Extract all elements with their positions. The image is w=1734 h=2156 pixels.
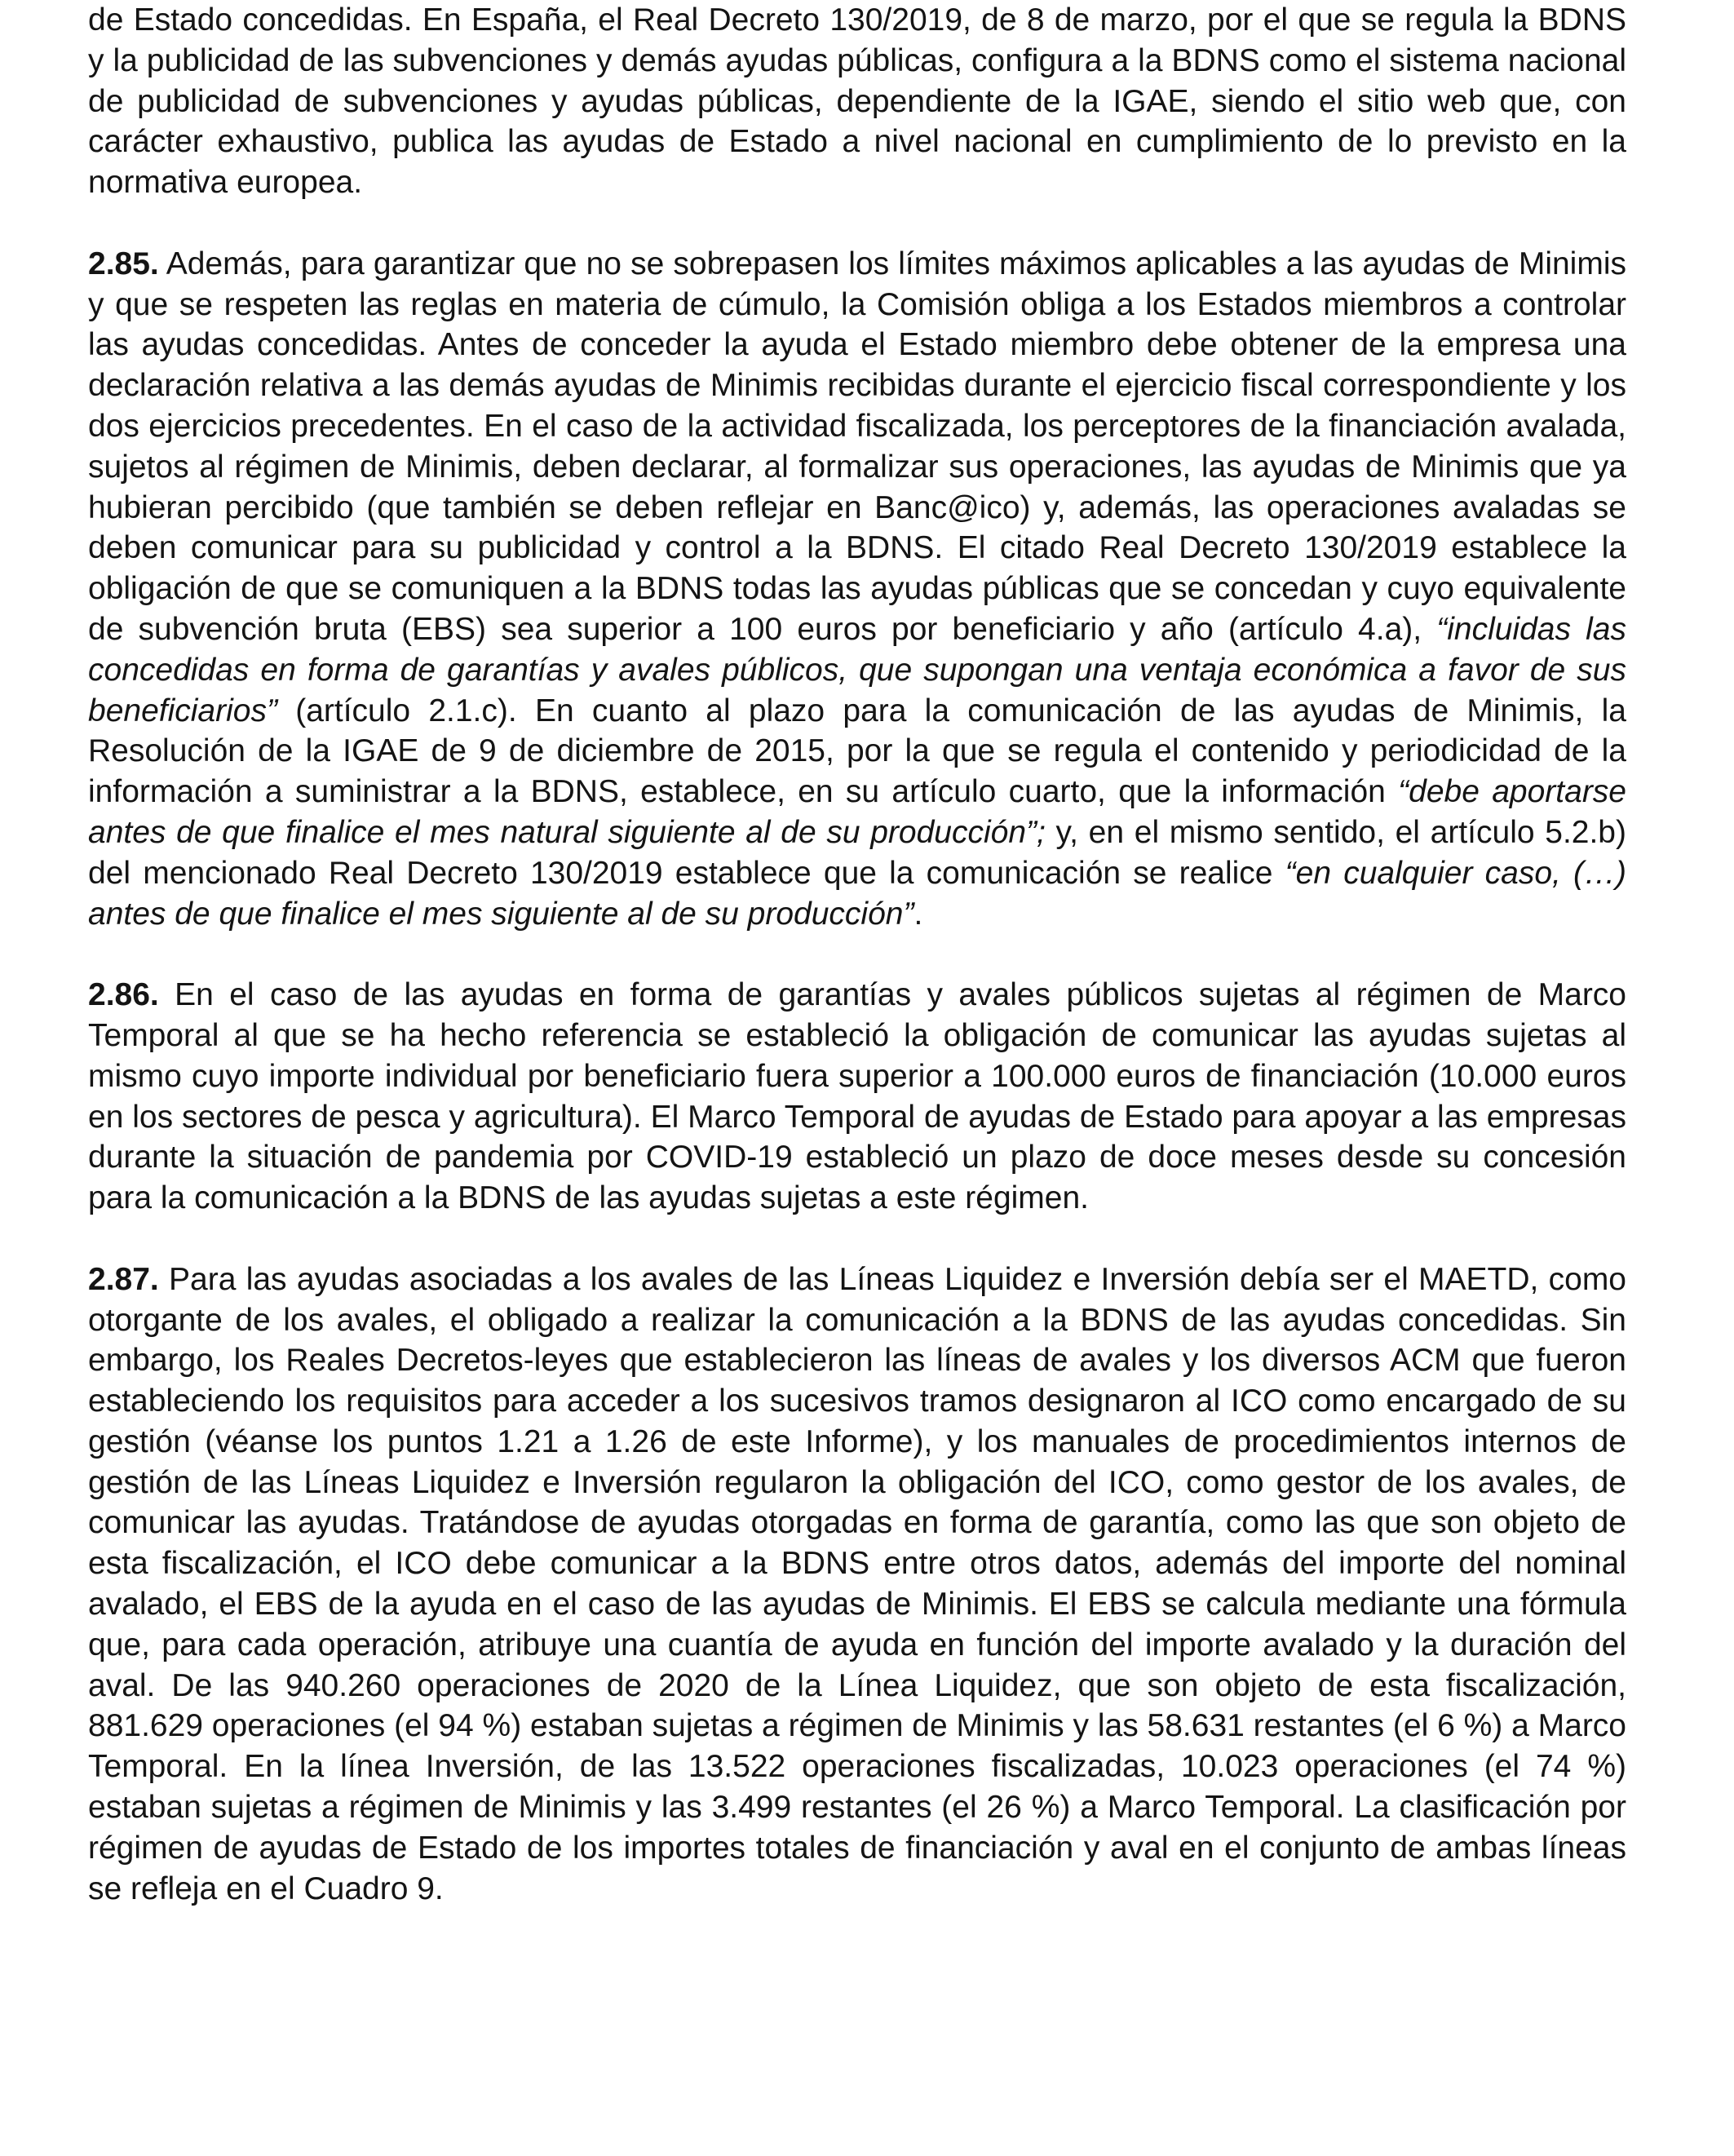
italic-quote: “debe aportarse antes de que finalice el mes natural siguiente al de su producción”;: [88, 774, 1626, 850]
paragraph-text: (artículo 2.1.c). En cuanto al plazo para la comunicación de las ayudas de Minimis, la Resolución de la IGAE de 9 de diciembre de 2015, por la que se regula el contenido y periodicidad de la información a suministrar a la BDNS, establece, en su artículo cuarto, que la información: [88, 693, 1626, 810]
paragraph-2-87: [88, 1260, 1626, 1910]
document-page: [88, 0, 1626, 1909]
paragraph-number: 2.85.: [88, 246, 159, 281]
paragraph-text: Además, para garantizar que no se sobrepasen los límites máximos aplicables a las ayudas de Minimis y que se respeten las reglas en materia de cúmulo, la Comisión obliga a los Estados miembros a controlar las ayudas concedidas. Antes de conceder la ayuda el Estado miembro debe obtener de la empresa una declaración relativa a las demás ayudas de Minimis recibidas durante el ejercicio fiscal correspondiente y los dos ejercicios precedentes. En el caso de la actividad fiscalizada, los perceptores de la financiación avalada, sujetos al régimen de Minimis, deben declarar, al formalizar sus operaciones, las ayudas de Minimis que ya hubieran percibido (que también se deben reflejar en Banc@ico) y, además, las operaciones avaladas se deben comunicar para su publicidad y control a la BDNS. El citado Real Decreto 130/2019 establece la obligación de que se comuniquen a la BDNS todas las ayudas públicas que se concedan y cuyo equivalente de subvención bruta (EBS) sea superior a 100 euros por beneficiario y año (artículo 4.a),: [88, 246, 1627, 647]
paragraph-text: En el caso de las ayudas en forma de garantías y avales públicos sujetas al régimen de Marco Temporal al que se ha hecho referencia se estableció la obligación de comunicar las ayudas sujetas al mismo cuyo importe individual por beneficiario fuera superior a 100.000 euros de financiación (10.000 euros en los sectores de pesca y agricultura). El Marco Temporal de ayudas de Estado para apoyar a las empresas durante la situación de pandemia por COVID-19 estableció un plazo de doce meses desde su concesión para la comunicación a la BDNS de las ayudas sujetas a este régimen.: [88, 977, 1626, 1216]
paragraph-2-86: [88, 975, 1626, 1219]
paragraph-2-85: [88, 244, 1626, 935]
paragraph-text: y, en el mismo sentido, el artículo 5.2.b) del mencionado Real Decreto 130/2019 establece que la comunicación se realice: [88, 814, 1626, 891]
paragraph-number: 2.86.: [88, 977, 159, 1013]
paragraph-text: de Estado concedidas. En España, el Real Decreto 130/2019, de 8 de marzo, por el que se regula la BDNS y la publicidad de las subvenciones y demás ayudas públicas, configura a la BDNS como el sistema nacional de publicidad de subvenciones y ayudas públicas, dependiente de la IGAE, siendo el sitio web que, con carácter exhaustivo, publica las ayudas de Estado a nivel nacional en cumplimiento de lo previsto en la normativa europea.: [88, 2, 1626, 201]
italic-quote: “incluidas las concedidas en forma de garantías y avales públicos, que supongan una ventaja económica a favor de sus beneficiarios”: [88, 611, 1626, 728]
paragraph-number: 2.87.: [88, 1261, 159, 1297]
italic-quote: “en cualquier caso, (…) antes de que finalice el mes siguiente al de su producción”: [88, 855, 1626, 932]
paragraph-text: Para las ayudas asociadas a los avales de las Líneas Liquidez e Inversión debía ser el MAETD, como otorgante de los avales, el obligado a realizar la comunicación a la BDNS de las ayudas concedidas. Sin embargo, los Reales Decretos-leyes que establecieron las líneas de avales y los diversos ACM que fueron estableciendo los requisitos para acceder a los sucesivos tramos designaron al ICO como encargado de su gestión (véanse los puntos 1.21 a 1.26 de este Informe), y los manuales de procedimientos internos de gestión de las Líneas Liquidez e Inversión regularon la obligación del ICO, como gestor de los avales, de comunicar las ayudas. Tratándose de ayudas otorgadas en forma de garantía, como las que son objeto de esta fiscalización, el ICO debe comunicar a la BDNS entre otros datos, además del importe del nominal avalado, el EBS de la ayuda en el caso de las ayudas de Minimis. El EBS se calcula mediante una fórmula que, para cada operación, atribuye una cuantía de ayuda en función del importe avalado y la duración del aval. De las 940.260 operaciones de 2020 de la Línea Liquidez, que son objeto de esta fiscalización, 881.629 operaciones (el 94 %) estaban sujetas a régimen de Minimis y las 58.631 restantes (el 6 %) a Marco Temporal. En la línea Inversión, de las 13.522 operaciones fiscalizadas, 10.023 operaciones (el 74 %) estaban sujetas a régimen de Minimis y las 3.499 restantes (el 26 %) a Marco Temporal. La clasificación por régimen de ayudas de Estado de los importes totales de financiación y aval en el conjunto de ambas líneas se refleja en el Cuadro 9.: [88, 1261, 1626, 1906]
paragraph-continuation: [88, 0, 1626, 203]
paragraph-text: .: [913, 896, 923, 932]
